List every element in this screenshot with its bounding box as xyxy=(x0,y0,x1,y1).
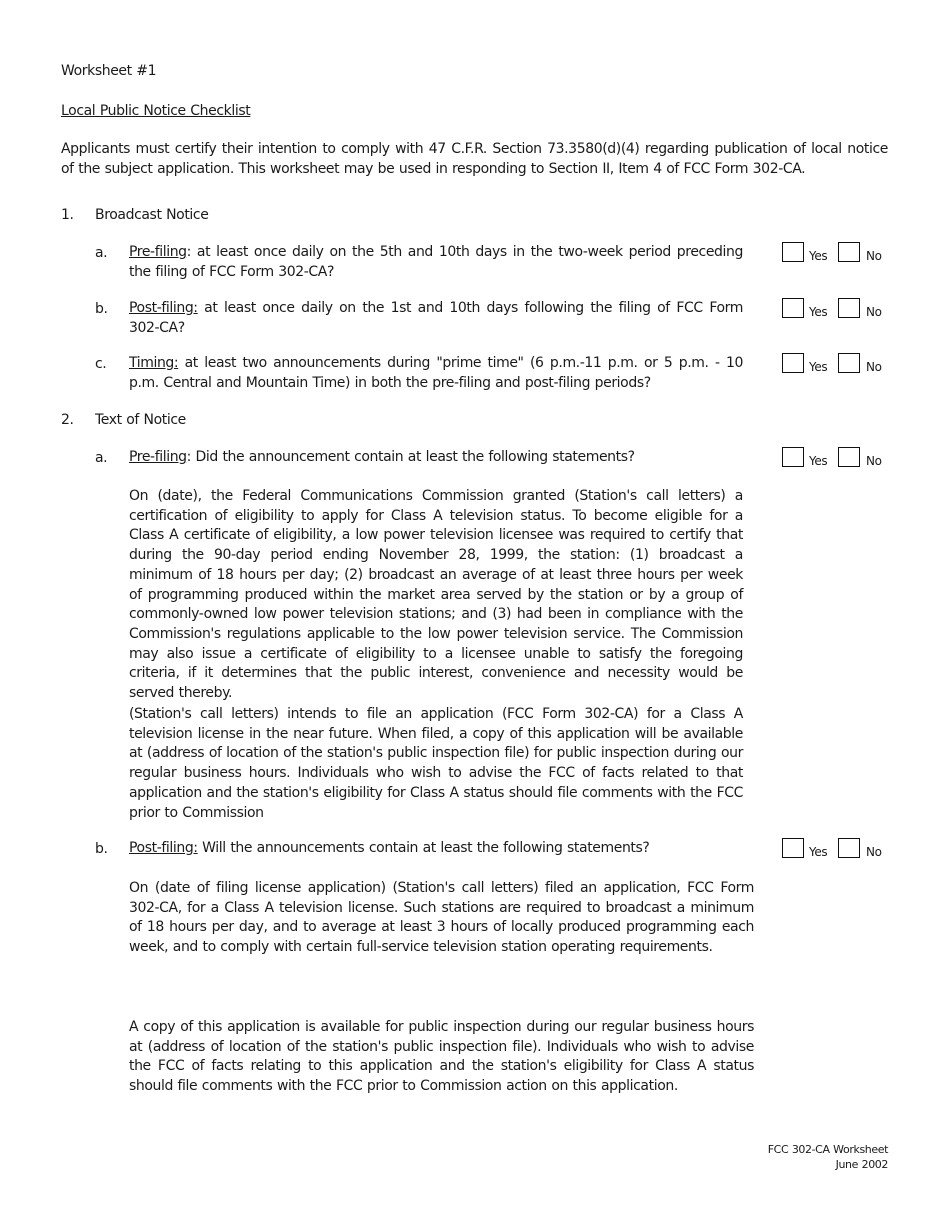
item-1b-text: Post-filing: at least once daily on the 1st and 10th days following the filing of FCC Form 302-CA? xyxy=(129,300,743,336)
item-2a-yes-checkbox[interactable] xyxy=(782,447,804,467)
item-1a-no-checkbox[interactable] xyxy=(838,242,860,262)
item-2b-no-label: No xyxy=(866,845,882,859)
item-1a-text: Pre-filing: at least once daily on the 5th and 10th days in the two-week period preceding the filing of FCC Form 302-CA? xyxy=(129,244,743,280)
page-title: Local Public Notice Checklist xyxy=(61,103,251,119)
item-2b-letter: b. xyxy=(95,841,108,857)
item-1c-label: Timing: xyxy=(129,355,179,371)
item-2b-statement-1: On (date of filing license application) (Station's call letters) filed an application, FCC Form 302-CA, for a Class A television license. Such stations are required to broadcast a minimum of 18 hours per day, and to average at least 3 hours of locally produced programming each week, and to comply with certain full-service television station operating requirements. xyxy=(129,880,754,956)
item-2b-yes-checkbox[interactable] xyxy=(782,838,804,858)
item-1c-yes-checkbox[interactable] xyxy=(782,353,804,373)
item-1b-no-label: No xyxy=(866,305,882,319)
item-2a-label: Pre-filing xyxy=(129,449,187,465)
item-1b-letter: b. xyxy=(95,301,108,317)
item-1c-yes-label: Yes xyxy=(809,360,828,374)
item-1b-yes-checkbox[interactable] xyxy=(782,298,804,318)
item-1b-yes-label: Yes xyxy=(809,305,828,319)
section-1-number: 1. xyxy=(61,207,74,223)
item-2b-statement-2: A copy of this application is available for public inspection during our regular business hours at (address of location of the station's public inspection file). Individuals who wish to advise the FCC of facts relating to this application and the station's eligibility for Class A status should file comments with the FCC prior to Commission action on this application. xyxy=(129,1019,754,1095)
item-1c-no-checkbox[interactable] xyxy=(838,353,860,373)
item-1a-no-label: No xyxy=(866,249,882,263)
section-2-number: 2. xyxy=(61,412,74,428)
item-2a-statement-2: (Station's call letters) intends to file an application (FCC Form 302-CA) for a Class A television license in the near future. When filed, a copy of this application will be available at (address of location of the station's public inspection file) for public inspection during our regular business hours. Individuals who wish to advise the FCC of facts related to that application and the station's eligibility for Class A status should file comments with the FCC prior to Commission xyxy=(129,706,743,821)
item-1b-no-checkbox[interactable] xyxy=(838,298,860,318)
item-2a-question: Pre-filing: Did the announcement contain at least the following statements? xyxy=(129,449,635,465)
item-2b-yes-label: Yes xyxy=(809,845,828,859)
item-1c-text: Timing: at least two announcements during "prime time" (6 p.m.-11 p.m. or 5 p.m. - 10 p.m. Central and Mountain Time) in both the pre-filing and post-filing periods? xyxy=(129,355,743,391)
item-2a-statement-1: On (date), the Federal Communications Commission granted (Station's call letters) a certification of eligibility to apply for Class A television status. To become eligible for a Class A certificate of eligibility, a low power television licensee was required to certify that during the 90-day period ending November 28, 1999, the station: (1) broadcast a minimum of 18 hours per day; (2) broadcast an average of at least three hours per week of programming produced within the market area served by the station or by a group of commonly-owned low power television stations; and (3) had been in compliance with the Commission's regulations applicable to the low power television service. The Commission may also issue a certificate of eligibility to a licensee unable to satisfy the foregoing criteria, if it determines that the public interest, convenience and necessity would be served thereby. xyxy=(129,488,743,702)
intro-paragraph: Applicants must certify their intention to comply with 47 C.F.R. Section 73.3580(d)(4) regarding publication of local notice of the subject application. This worksheet may be used in responding to Section II, Item 4 of FCC Form 302-CA. xyxy=(61,141,888,177)
item-2b-label: Post-filing: xyxy=(129,840,198,856)
item-1b-label: Post-filing: xyxy=(129,300,198,316)
section-2-title: Text of Notice xyxy=(95,412,186,428)
item-1a-yes-checkbox[interactable] xyxy=(782,242,804,262)
item-2a-yes-label: Yes xyxy=(809,454,828,468)
item-2a-letter: a. xyxy=(95,450,108,466)
item-2b-question: Post-filing: Will the announcements contain at least the following statements? xyxy=(129,840,650,856)
section-1-title: Broadcast Notice xyxy=(95,207,209,223)
item-2b-no-checkbox[interactable] xyxy=(838,838,860,858)
item-1a-yes-label: Yes xyxy=(809,249,828,263)
item-1c-letter: c. xyxy=(95,356,107,372)
item-1a-letter: a. xyxy=(95,245,108,261)
item-1a-label: Pre-filing xyxy=(129,244,187,260)
worksheet-number: Worksheet #1 xyxy=(61,63,157,79)
item-2a-no-checkbox[interactable] xyxy=(838,447,860,467)
item-1c-no-label: No xyxy=(866,360,882,374)
footer-date: June 2002 xyxy=(835,1158,888,1171)
item-2a-no-label: No xyxy=(866,454,882,468)
footer-form-name: FCC 302-CA Worksheet xyxy=(767,1143,888,1156)
